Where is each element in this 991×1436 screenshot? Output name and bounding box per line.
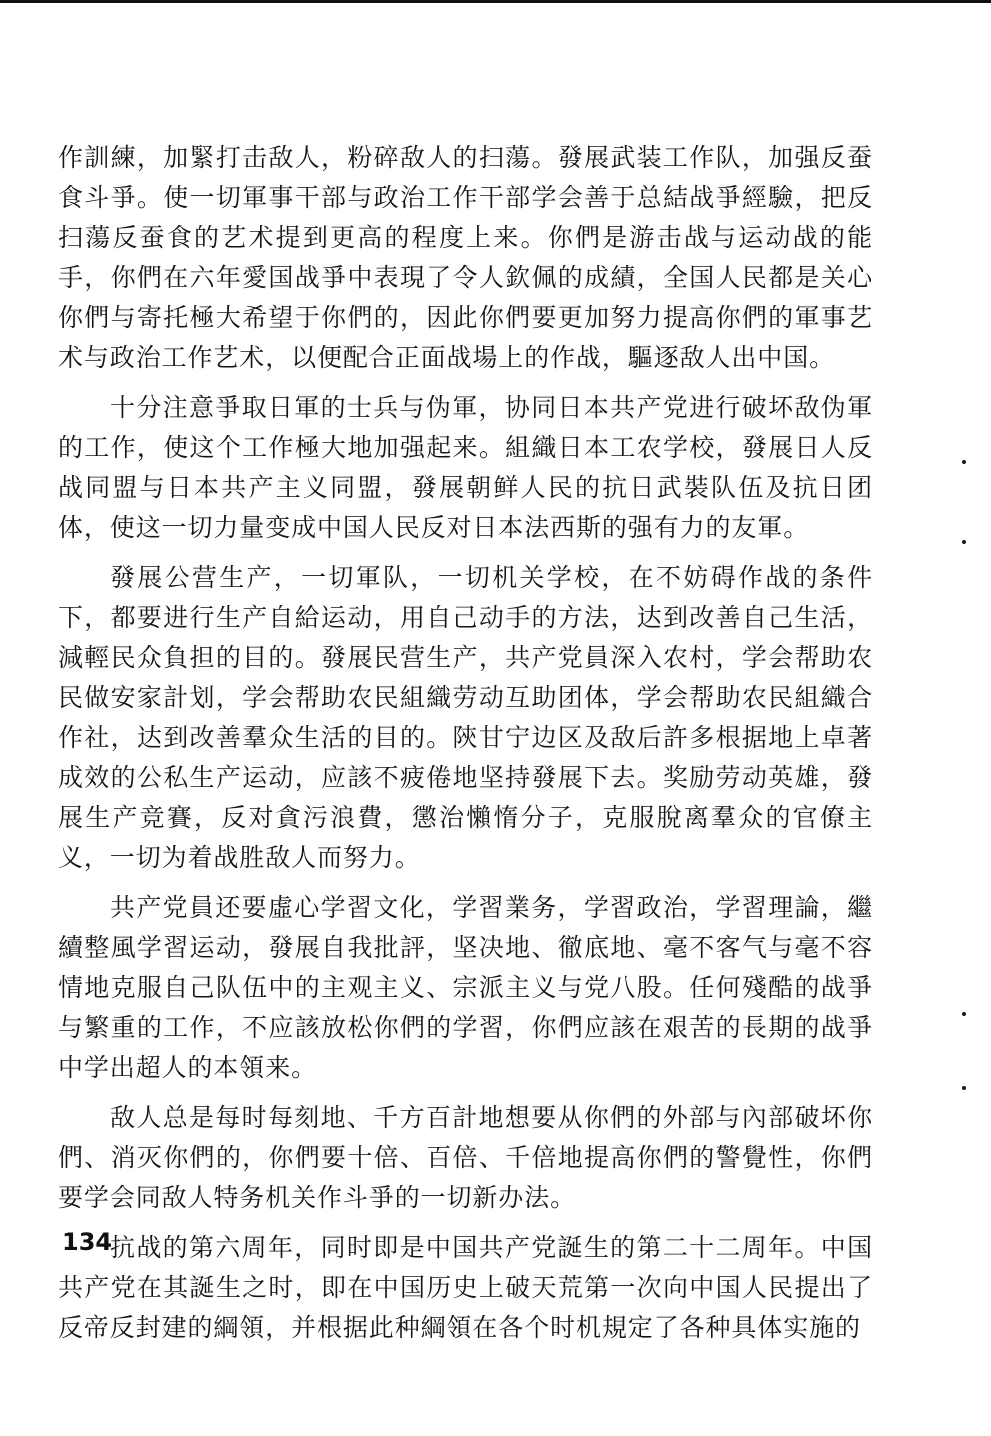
page-body-text	[58, 138, 873, 1358]
top-border-rule	[0, 0, 991, 3]
scan-speck	[962, 1012, 966, 1016]
paragraph-3: 發展公营生产，一切軍队，一切机关学校，在不妨碍作战的条件下，都要进行生产自給运动，用自己动手的方法，达到改善自己生活，減輕民众負担的目的。發展民营生产，共产党員深入农村，学会帮助农民做安家計划，学会帮助农民組織劳动互助团体，学会帮助农民組織合作社，达到改善羣众生活的目的。陝甘宁边区及敌后許多根据地上卓著成效的公私生产运动，应該不疲倦地坚持發展下去。奖励劳动英雄，發展生产竞賽，反对貪污浪費，懲治懶惰分子，克服脫离羣众的官僚主义，一切为着战胜敌人而努力。	[58, 563, 873, 872]
paragraph-6: 抗战的第六周年，同时即是中国共产党誕生的第二十二周年。中国共产党在其誕生之时，即在中国历史上破天荒第一次向中国人民提出了反帝反封建的綱領，并根据此种綱領在各个时机規定了各种具体实施的	[58, 1233, 873, 1342]
scan-speck	[962, 1086, 966, 1090]
paragraph-2: 十分注意爭取日軍的士兵与伪軍，协同日本共产党进行破坏敌伪軍的工作，使这个工作極大地加强起来。組織日本工农学校，發展日人反战同盟与日本共产主义同盟，發展朝鲜人民的抗日武裝队伍及抗日团体，使这一切力量变成中国人民反对日本法西斯的强有力的友軍。	[58, 393, 873, 542]
page-number: 134	[62, 1228, 113, 1256]
paragraph-4: 共产党員还要虛心学習文化，学習業务，学習政治，学習理論，繼續整風学習运动，發展自我批評，坚决地、徹底地、毫不客气与毫不容情地克服自己队伍中的主观主义、宗派主义与党八股。任何殘酷的战爭与繁重的工作，不应該放松你們的学習，你們应該在艰苦的長期的战爭中学出超人的本領来。	[58, 893, 873, 1082]
scan-speck	[962, 460, 966, 464]
scan-speck	[962, 540, 966, 544]
paragraph-5: 敌人总是每时每刻地、千方百計地想要从你們的外部与內部破坏你們、消灭你們的，你們要十倍、百倍、千倍地提高你們的警覺性，你們要学会同敌人特务机关作斗爭的一切新办法。	[58, 1103, 873, 1212]
paragraph-1: 作訓練，加緊打击敌人，粉碎敌人的扫蕩。發展武装工作队，加强反蚕食斗爭。使一切軍事干部与政治工作干部学会善于总結战爭經驗，把反扫蕩反蚕食的艺术提到更高的程度上来。你們是游击战与运动战的能手，你們在六年愛国战爭中表現了令人欽佩的成績，全国人民都是关心你們与寄托極大希望于你們的，因此你們要更加努力提高你們的軍事艺术与政治工作艺术，以便配合正面战場上的作战，驅逐敌人出中国。	[58, 143, 873, 372]
